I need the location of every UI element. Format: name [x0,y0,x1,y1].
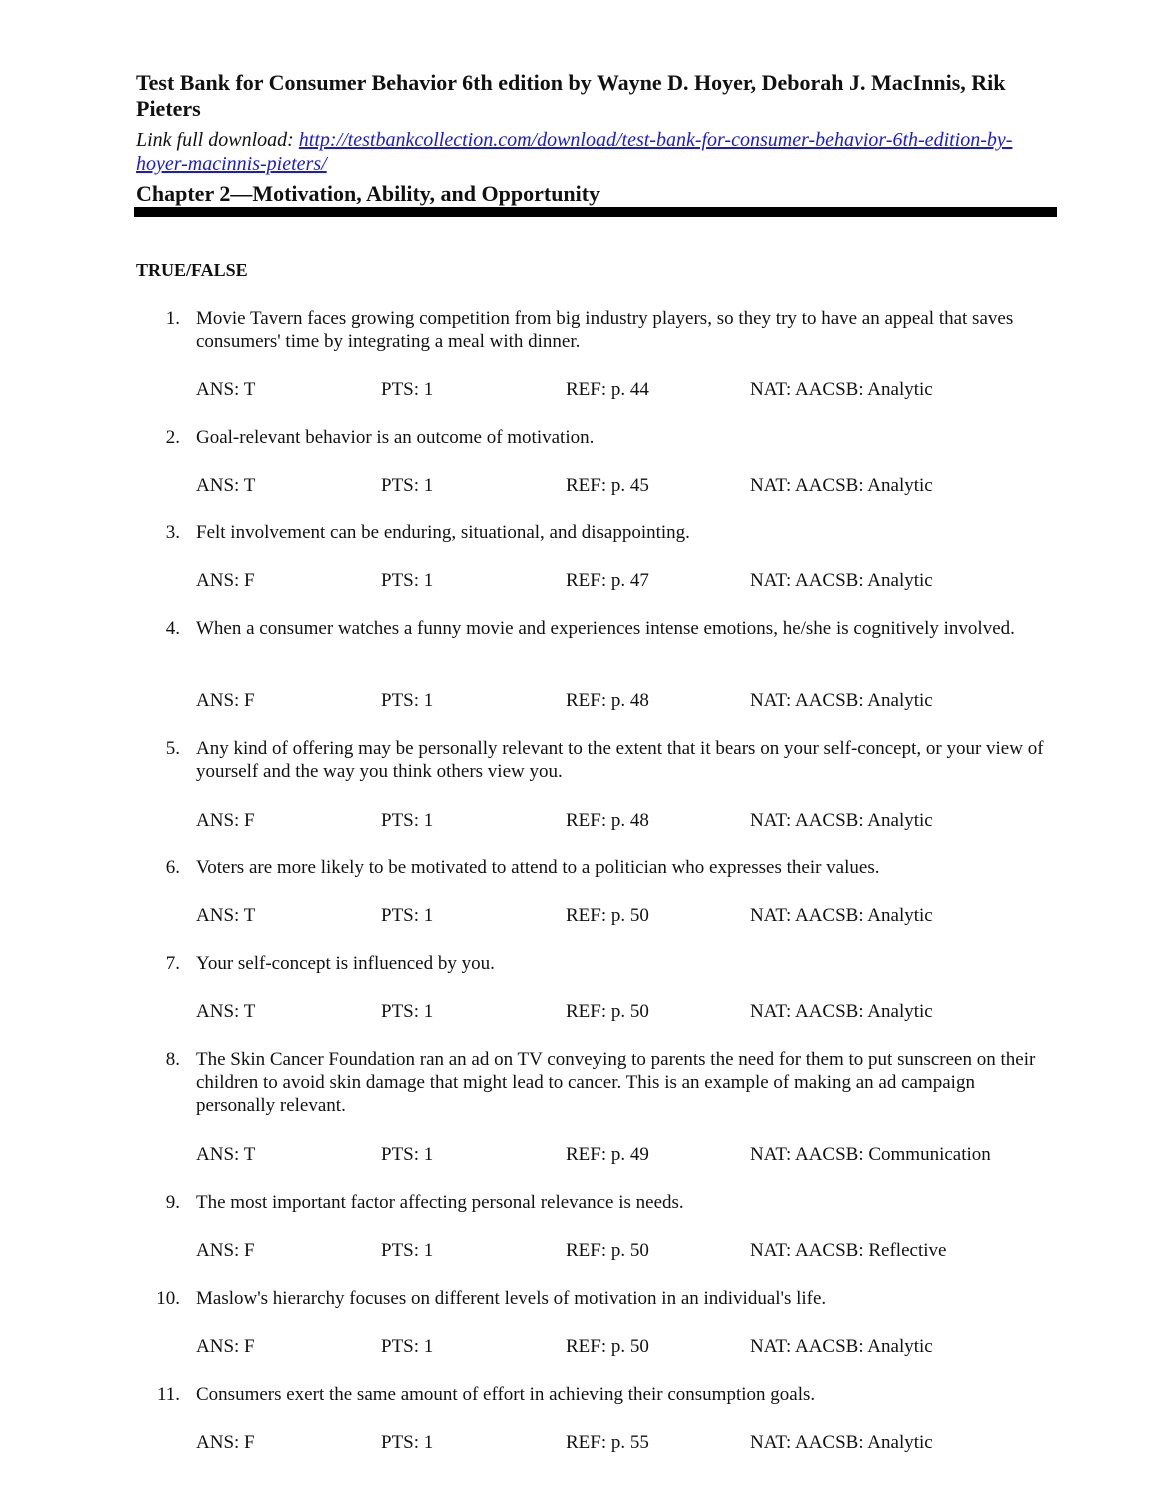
nat-value: NAT: AACSB: Analytic [750,570,933,591]
answer-row [196,569,1056,593]
reference-value: REF: p. 44 [566,379,649,400]
nat-value: NAT: AACSB: Analytic [750,1001,933,1022]
points-value: PTS: 1 [381,1144,434,1165]
nat-value: NAT: AACSB: Analytic [750,810,933,831]
reference-value: REF: p. 55 [566,1432,649,1453]
answer-value: ANS: F [196,570,255,591]
question-text: Goal-relevant behavior is an outcome of motivation. [196,427,595,448]
question-number: 7. [165,953,180,974]
question-number: 8. [165,1049,180,1070]
answer-value: ANS: T [196,905,256,926]
question-number: 9. [165,1192,180,1213]
question-number: 10. [156,1288,180,1309]
document-title: Test Bank for Consumer Behavior 6th edition by Wayne D. Hoyer, Deborah J. MacInnis, Rik Pieters [136,70,1006,121]
answer-value: ANS: T [196,1144,256,1165]
section-title: TRUE/FALSE [136,260,248,280]
answer-value: ANS: T [196,379,256,400]
points-value: PTS: 1 [381,379,434,400]
answer-value: ANS: F [196,690,255,711]
answer-row [196,378,1056,402]
reference-value: REF: p. 50 [566,1336,649,1357]
question-number: 6. [165,857,180,878]
answer-row [196,474,1056,498]
answer-value: ANS: F [196,810,255,831]
answer-value: ANS: F [196,1240,255,1261]
answer-row [196,1143,1056,1167]
answer-value: ANS: T [196,475,256,496]
question-text: When a consumer watches a funny movie and experiences intense emotions, he/she is cognitively involved. [196,618,1015,639]
answer-value: ANS: F [196,1432,255,1453]
reference-value: REF: p. 50 [566,1240,649,1261]
question-text: Felt involvement can be enduring, situational, and disappointing. [196,522,690,543]
question-text: Any kind of offering may be personally relevant to the extent that it bears on your self-concept, or your view of yourself and the way you think others view you. [196,738,1044,782]
nat-value: NAT: AACSB: Analytic [750,1432,933,1453]
nat-value: NAT: AACSB: Analytic [750,905,933,926]
download-link[interactable]: http://testbankcollection.com/download/test-bank-for-consumer-behavior-6th-edition-by-hoyer-macinnis-pieters/ [136,129,1013,175]
nat-value: NAT: AACSB: Analytic [750,379,933,400]
answer-row [196,1000,1056,1024]
download-link-line [136,128,1056,176]
points-value: PTS: 1 [381,475,434,496]
question-text: Movie Tavern faces growing competition from big industry players, so they try to have an appeal that saves consumers' time by integrating a meal with dinner. [196,308,1014,352]
question-number: 1. [165,308,180,329]
points-value: PTS: 1 [381,1432,434,1453]
question-number: 3. [165,522,180,543]
nat-value: NAT: AACSB: Reflective [750,1240,947,1261]
answer-row [196,1431,1056,1455]
nat-value: NAT: AACSB: Analytic [750,690,933,711]
answer-value: ANS: F [196,1336,255,1357]
answer-row [196,1335,1056,1359]
chapter-title: Chapter 2—Motivation, Ability, and Opportunity [136,181,601,206]
points-value: PTS: 1 [381,570,434,591]
nat-value: NAT: AACSB: Analytic [750,475,933,496]
points-value: PTS: 1 [381,690,434,711]
reference-value: REF: p. 49 [566,1144,649,1165]
question-number: 5. [165,738,180,759]
points-value: PTS: 1 [381,1240,434,1261]
question-text: Your self-concept is influenced by you. [196,953,495,974]
reference-value: REF: p. 48 [566,810,649,831]
question-number: 11. [156,1384,180,1405]
question-number: 2. [165,427,180,448]
reference-value: REF: p. 48 [566,690,649,711]
nat-value: NAT: AACSB: Analytic [750,1336,933,1357]
answer-value: ANS: T [196,1001,256,1022]
reference-value: REF: p. 47 [566,570,649,591]
question-text: The most important factor affecting personal relevance is needs. [196,1192,684,1213]
header-rule [134,207,1057,217]
answer-row [196,904,1056,928]
answer-row [196,1239,1056,1263]
question-text: The Skin Cancer Foundation ran an ad on TV conveying to parents the need for them to put sunscreen on their children to avoid skin damage that might lead to cancer. This is an example of making an ad campaign personally relevant. [196,1049,1036,1116]
answer-row [196,809,1056,833]
points-value: PTS: 1 [381,1336,434,1357]
nat-value: NAT: AACSB: Communication [750,1144,991,1165]
question-number: 4. [165,618,180,639]
answer-row [196,689,1056,713]
link-prefix: Link full download: [136,129,299,151]
question-text: Consumers exert the same amount of effort in achieving their consumption goals. [196,1384,816,1405]
question-text: Voters are more likely to be motivated to attend to a politician who expresses their values. [196,857,880,878]
reference-value: REF: p. 50 [566,1001,649,1022]
points-value: PTS: 1 [381,905,434,926]
question-text: Maslow's hierarchy focuses on different levels of motivation in an individual's life. [196,1288,827,1309]
points-value: PTS: 1 [381,810,434,831]
reference-value: REF: p. 50 [566,905,649,926]
points-value: PTS: 1 [381,1001,434,1022]
reference-value: REF: p. 45 [566,475,649,496]
